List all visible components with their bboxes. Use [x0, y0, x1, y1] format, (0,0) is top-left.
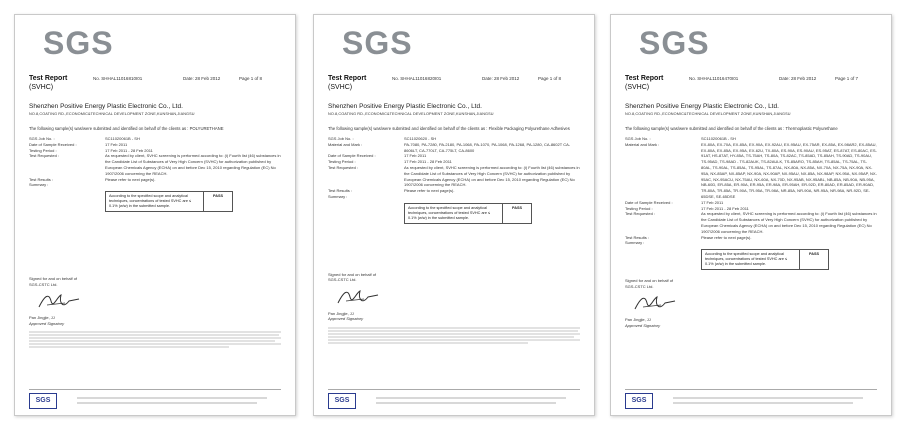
- company-name: Shenzhen Positive Energy Plastic Electronic Co., Ltd.: [625, 103, 779, 110]
- field-row: [625, 211, 877, 234]
- field-value: [701, 240, 877, 246]
- field-key: SGS Job No. :: [29, 136, 55, 141]
- footer-bar: [625, 389, 877, 411]
- summary-result: PASS: [511, 205, 523, 210]
- field-key: Date of Sample Received :: [328, 153, 376, 159]
- sgs-logo: SGS: [43, 25, 114, 61]
- summary-box: [105, 191, 233, 212]
- field-key: Testing Period :: [328, 159, 356, 165]
- page-number: Page 1 of 8: [239, 76, 263, 81]
- signed-line-1: Signed for and on behalf of: [625, 278, 674, 284]
- field-key: Material and Mark :: [625, 141, 660, 147]
- field-key: Testing Period :: [29, 147, 57, 153]
- handwritten-signature-icon: [334, 287, 384, 309]
- field-key: Test Results :: [29, 176, 54, 182]
- intro-text: The following sample(s) was/were submitted and identified on behalf of the clients as : Thermoplastic Polyurethane: [625, 126, 838, 131]
- approved-signatory: Approved Signatory: [625, 322, 661, 328]
- field-row: [625, 240, 877, 246]
- handwritten-signature-icon: [35, 291, 85, 313]
- field-key: Material and Mark :: [328, 141, 363, 147]
- field-row: [29, 153, 281, 176]
- field-value: 17 Feb 2011: [404, 153, 427, 159]
- field-value: 17 Feb 2011 - 28 Feb 2011: [105, 147, 153, 153]
- field-key: Summary :: [625, 240, 645, 246]
- field-value: [404, 194, 580, 200]
- company-address: NO.8,COATING RD.,ECONOMIC&TECHNICAL DEVELOPMENT ZONE,KUNSHAN,JIANGSU: [328, 112, 494, 116]
- page-number: Page 1 of 8: [538, 76, 562, 81]
- report-subtitle: (SVHC): [29, 84, 54, 91]
- contact-lines-icon: [376, 395, 566, 407]
- sgs-logo: SGS: [639, 25, 710, 61]
- report-header: [328, 75, 580, 103]
- field-row: [328, 194, 580, 200]
- fine-print-lines-icon: [328, 326, 580, 348]
- report-header: [29, 75, 281, 103]
- contact-lines-icon: [673, 395, 863, 407]
- intro-text: The following sample(s) was/were submitted and identified on behalf of the clients as : POLYURETHANE: [29, 126, 224, 131]
- footer-sgs-logo: SGS: [29, 393, 57, 409]
- summary-text: According to the specified scope and analytical techniques, concentrations of tested SVHC are ≤ 0.1% (w/w) in the submitted sample.: [405, 204, 503, 223]
- field-row: [625, 142, 877, 200]
- report-subtitle: (SVHC): [625, 84, 650, 91]
- field-key: Testing Period :: [625, 205, 653, 211]
- signed-line-1: Signed for and on behalf of: [328, 271, 377, 277]
- report-title: Test Report: [328, 75, 367, 82]
- report-title: Test Report: [29, 75, 68, 82]
- page-number: Page 1 of 7: [835, 76, 859, 81]
- summary-result: PASS: [808, 252, 820, 257]
- report-fields: [29, 136, 281, 188]
- summary-box: [701, 249, 829, 270]
- field-row: [328, 165, 580, 188]
- summary-text: According to the specified scope and analytical techniques, concentrations of tested SVHC are ≤ 0.1% (w/w) in the submitted sample.: [106, 192, 204, 211]
- report-fields: [625, 136, 877, 246]
- field-value: SC11020061B - SH: [701, 136, 736, 141]
- report-number: No. SHHAL11016810I01: [93, 76, 143, 81]
- report-number: No. SHHAL11016470I01: [689, 76, 739, 81]
- field-key: Summary :: [29, 182, 49, 188]
- signed-line-2: SGS-CSTC Ltd.: [328, 277, 357, 283]
- signer-name: Pan Jingjie, JJ: [29, 315, 55, 321]
- handwritten-signature-icon: [631, 293, 681, 315]
- signer-name: Pan Jingjie, JJ: [328, 310, 354, 316]
- approved-signatory: Approved Signatory: [29, 320, 65, 326]
- report-date: Date: 28 Feb 2012: [482, 76, 520, 81]
- field-value: As requested by client, SVHC screening is performed according to: (i) Fourth list (46) substances in the Candidate List of Substances of Very High Concern (SVHC) for authorization published by European Chemicals Agency (ECHA) on and before Dec 15, 2010 regarding Regulation (EC) No 1907/2006 concerning the REACH.: [404, 164, 580, 188]
- signature-block: [328, 272, 580, 322]
- field-key: Date of Sample Received :: [625, 199, 673, 205]
- field-key: Test Results :: [625, 234, 650, 240]
- report-page-3: [610, 14, 892, 416]
- field-value: PA-7080, PA-7280, PA-2180, PA-1068, PA-1070, PA-1068, PA-1268, PA-1280, CA-8602T CA-8606LT, CA-770LT, CA-775LT, CA-8600: [404, 141, 571, 153]
- signature-block: [625, 278, 877, 328]
- footer-fine-print: [328, 326, 580, 350]
- field-value: As requested by client, SVHC screening is performed according to: (i) Fourth list (46) substances in the Candidate List of Substances of Very High Concern (SVHC) for authorization published by European Chemicals Agency (ECHA) on and before Dec 15, 2010 regarding Regulation (EC) No 1907/2006 concerning the REACH.: [701, 211, 877, 234]
- field-row: [29, 182, 281, 188]
- field-key: Test Results :: [328, 188, 353, 194]
- intro-text: The following sample(s) was/were submitted and identified on behalf of the clients as : Flexible Packaging Polyurethane Adhesives: [328, 126, 570, 131]
- sgs-logo: SGS: [342, 25, 413, 61]
- field-key: SGS Job No. :: [328, 136, 354, 141]
- field-value: As requested by client, SVHC screening is performed according to: (i) Fourth list (46) substances in the Candidate List of Substances of Very High Concern (SVHC) for authorization published by European Chemicals Agency (ECHA) on and before Dec 15, 2010 regarding Regulation (EC) No 1907/2006 concerning the REACH.: [105, 153, 281, 176]
- field-key: Test Requested :: [328, 164, 359, 170]
- contact-lines-icon: [77, 395, 267, 407]
- company-name: Shenzhen Positive Energy Plastic Electronic Co., Ltd.: [328, 103, 482, 110]
- field-key: Test Requested :: [625, 211, 656, 217]
- field-value: Please refer to next page(s).: [105, 176, 156, 182]
- footer-bar: [29, 389, 281, 411]
- fine-print-lines-icon: [29, 330, 281, 352]
- company-address: NO.8,COATING RD.,ECONOMIC&TECHNICAL DEVELOPMENT ZONE,KUNSHAN,JIANGSU: [29, 112, 195, 116]
- report-subtitle: (SVHC): [328, 84, 353, 91]
- signed-line-1: Signed for and on behalf of: [29, 276, 78, 282]
- summary-box: [404, 203, 532, 224]
- field-key: SGS Job No. :: [625, 136, 651, 141]
- report-page-1: [14, 14, 296, 416]
- footer-bar: [328, 389, 580, 411]
- approved-signatory: Approved Signatory: [328, 316, 364, 322]
- field-row: [328, 142, 580, 154]
- field-value: SC11020620 - SH: [404, 136, 437, 141]
- footer-sgs-logo: SGS: [625, 393, 653, 409]
- footer-fine-print: [29, 330, 281, 354]
- signature-block: [29, 276, 281, 326]
- signed-line-2: SGS-CSTC Ltd.: [29, 281, 58, 287]
- report-page-2: [313, 14, 595, 416]
- field-value: 17 Feb 2011 - 28 Feb 2011: [404, 159, 452, 165]
- field-value: EX-80A, EX-70A, EX-85A, EX-90A, EX-92AU, EX-95AU, EX-75AR, EX-85A, EX-98AR2, EX-85AU, EX-80A, EX-85A, EX-95A, EX-62U, TX-80A, ES-90A, ES-90AU, ES-95AT, ES-87AT, ES-80AC, ES-91AT, HS-87AT, HY-85A, TS-75AH, TS-80A, TS-82AC, TS-85AD, TS-85AH, TS-90AD, TS-90AU, TS-95AD, TS-98AD - TS-82AUK, TS-82AULK, TS-85ARO, TS-85AH, TS-85AL, TS-75AL, TS-80AL, TS-90AL, TS-85AL, TS-95AL, TS-87AL, NX-80A, NX-85A, NX-70A, NX-75A, NX-90A, NX-95A, NX-85AP, NX-85AP, NX-90A, NX-90AP, NX-95AU, NX-85A, NX-98AP, NX-95A, NX-95AP, NX-95AC, NX-95ACU, NX-75AU, NX-60A, NX-70D, NX-95AB, NX-95ABL, NB-85A, NB-90A, NB-95A, NB-60D, ER-85A, ER-90A, ER-95A, ER-98A, ER-95AH, ER-92D, ER-80AD, ER-85AD, ER-90AD, TR-80A, TR-85A, TR-90A, TR-95A, TR-98A, NR-85A, NR-90A, NR-95A, NR-98A, NR-92D, SE-65DSE, SE-65DSE: [701, 141, 877, 199]
- field-key: Summary :: [328, 193, 348, 199]
- report-header: [625, 75, 877, 103]
- report-date: Date: 28 Feb 2012: [183, 76, 221, 81]
- signed-line-2: SGS-CSTC Ltd.: [625, 283, 654, 289]
- company-address: NO.8,COATING RD.,ECONOMIC&TECHNICAL DEVELOPMENT ZONE,KUNSHAN,JIANGSU: [625, 112, 791, 116]
- report-date: Date: 28 Feb 2012: [779, 76, 817, 81]
- field-value: 17 Feb 2011 - 28 Feb 2011: [701, 205, 749, 211]
- signer-name: Pan Jingjie, JJ: [625, 317, 651, 323]
- field-value: 17 Feb 2011: [105, 141, 128, 147]
- summary-text: According to the specified scope and analytical techniques, concentrations of tested SVHC are ≤ 0.1% (w/w) in the submitted sample.: [702, 250, 800, 269]
- field-key: Date of Sample Received :: [29, 141, 77, 147]
- report-number: No. SHHAL11016820I01: [392, 76, 442, 81]
- summary-result: PASS: [212, 194, 224, 199]
- field-key: Test Requested :: [29, 153, 60, 159]
- company-name: Shenzhen Positive Energy Plastic Electronic Co., Ltd.: [29, 103, 183, 110]
- field-value: [105, 182, 281, 188]
- footer-sgs-logo: SGS: [328, 393, 356, 409]
- field-value: Please refer to next page(s).: [404, 188, 455, 194]
- field-value: SC11020061B - SH: [105, 136, 140, 141]
- field-value: Please refer to next page(s).: [701, 234, 752, 240]
- report-title: Test Report: [625, 75, 664, 82]
- report-fields: [328, 136, 580, 200]
- field-value: 17 Feb 2011: [701, 199, 724, 205]
